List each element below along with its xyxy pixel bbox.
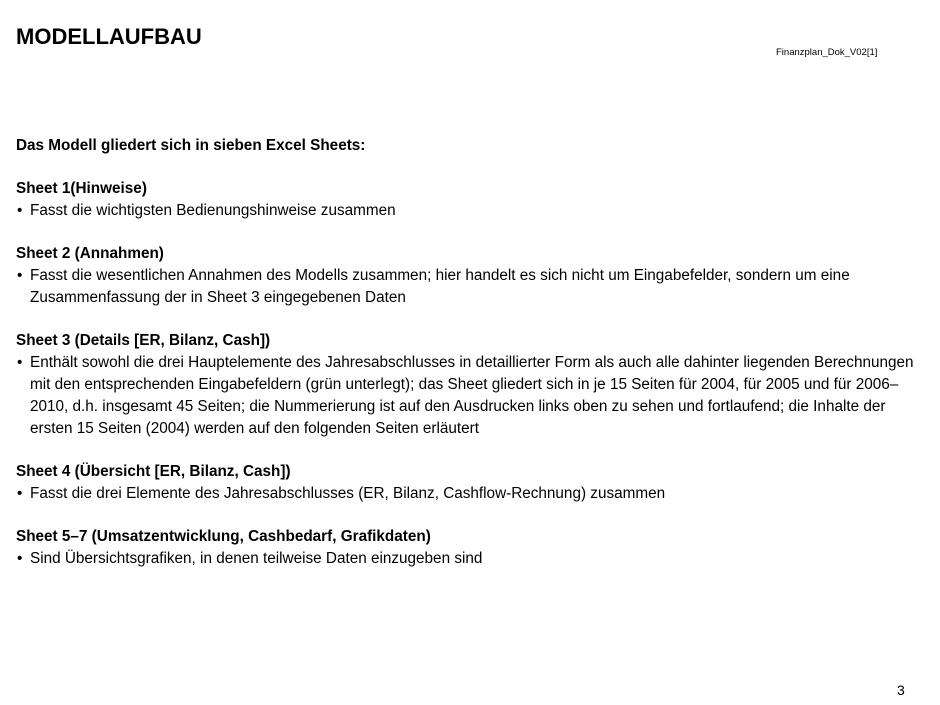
section-heading: Sheet 3 (Details [ER, Bilanz, Cash]) xyxy=(16,332,271,349)
section-sheet-2 xyxy=(16,243,926,309)
bullet-icon: • xyxy=(17,267,23,284)
bullet-item xyxy=(16,548,926,570)
section-heading: Sheet 4 (Übersicht [ER, Bilanz, Cash]) xyxy=(16,463,291,480)
section-heading: Sheet 1(Hinweise) xyxy=(16,180,147,197)
bullet-item xyxy=(16,483,926,505)
bullet-text: Fasst die drei Elemente des Jahresabschlusses (ER, Bilanz, Cashflow-Rechnung) zusammen xyxy=(30,485,666,502)
bullet-item xyxy=(16,200,926,222)
document-reference: Finanzplan_Dok_V02[1] xyxy=(776,47,878,58)
intro-text: Das Modell gliedert sich in sieben Excel Sheets: xyxy=(16,137,366,154)
section-sheet-4 xyxy=(16,461,926,505)
bullet-text: Enthält sowohl die drei Hauptelemente des Jahresabschlusses in detaillierter Form als auch alle dahinter liegenden Berechnungen mit den entsprechenden Eingabefeldern (grün unterlegt); das Sheet gliedert sich in je 15 Seiten für 2004, für 2005 und für 2006–2010, d.h. insgesamt 45 Seiten; die Nummerierung ist auf den Ausdrucken links oben zu sehen und fortlaufend; die Inhalte der ersten 15 Seiten (2004) werden auf den folgenden Seiten erläutert xyxy=(30,354,914,437)
bullet-text: Fasst die wichtigsten Bedienungshinweise zusammen xyxy=(30,202,396,219)
bullet-icon: • xyxy=(17,550,23,567)
page-number: 3 xyxy=(897,682,905,698)
section-sheet-5-7 xyxy=(16,526,926,570)
bullet-text: Fasst die wesentlichen Annahmen des Modells zusammen; hier handelt es sich nicht um Eingabefelder, sondern um eine Zusammenfassung der in Sheet 3 eingegebenen Daten xyxy=(30,267,850,306)
slide-content xyxy=(16,135,926,591)
section-heading: Sheet 2 (Annahmen) xyxy=(16,245,164,262)
section-heading: Sheet 5–7 (Umsatzentwicklung, Cashbedarf, Grafikdaten) xyxy=(16,528,431,545)
bullet-text: Sind Übersichtsgrafiken, in denen teilweise Daten einzugeben sind xyxy=(30,550,483,567)
bullet-item xyxy=(16,352,926,440)
section-sheet-1 xyxy=(16,178,926,222)
bullet-icon: • xyxy=(17,354,23,371)
section-sheet-3 xyxy=(16,330,926,440)
page-title: MODELLAUFBAU xyxy=(16,24,202,49)
bullet-icon: • xyxy=(17,202,23,219)
bullet-item xyxy=(16,265,926,309)
bullet-icon: • xyxy=(17,485,23,502)
